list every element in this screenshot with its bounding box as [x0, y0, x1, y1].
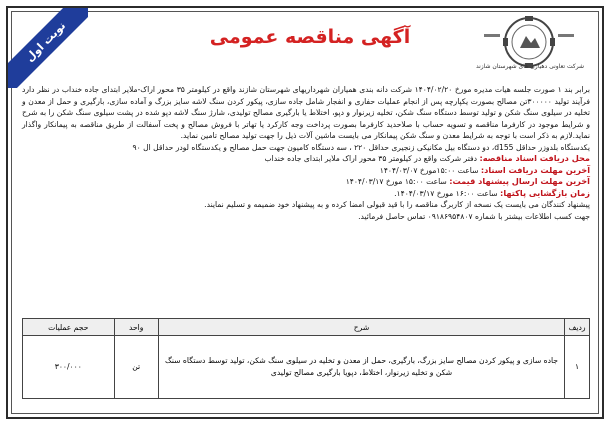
notice-body	[22, 84, 590, 222]
header-index: ردیف	[565, 319, 590, 336]
submission-note: پیشنهاد کنندگان می بایست یک نسخه از کاربرگ مناقصه را با قید قبولی امضا کرده و به پیشنهاد خود ضمیمه و تسلیم نمایند.	[204, 200, 590, 209]
opening-label: زمان بازگشایی پاکتها:	[500, 187, 590, 198]
notice-title: آگهی مناقصه عمومی	[209, 26, 411, 48]
tender-table	[22, 318, 590, 399]
row-index: ۱	[565, 336, 590, 399]
opening-line	[22, 188, 590, 200]
contact-line: جهت کسب اطلاعات بیشتر با شماره ۰۹۱۸۶۹۵۴۸۰۷ تماس حاصل فرمائید.	[358, 211, 590, 221]
header-description: شرح	[158, 319, 564, 336]
row-unit: تن	[114, 336, 158, 399]
row-description: جاده سازی و پیکور کردن مصالح سایز بزرگ، بارگیری، حمل از معدن و تخلیه در سیلوی سنگ شکن، تولید توسط دستگاه سنگ شکن و تخلیه زیرنوار، اختلاط، دپویا بارگیری مصالح تولیدی	[158, 336, 564, 399]
docs-place-label: محل دریافت اسناد مناقصه:	[479, 153, 590, 163]
logo-caption: شرکت تعاونی دهیاری های شهرستان شازند	[475, 63, 585, 70]
table-row	[23, 336, 590, 399]
corner-ribbon	[8, 8, 88, 88]
submit-deadline-label: آخرین مهلت ارسال پیشنهاد قیمت:	[449, 176, 590, 186]
docs-place-line	[22, 153, 590, 165]
docs-deadline-label: آخرین مهلت دریافت اسناد:	[480, 164, 590, 175]
table-header-row	[23, 319, 590, 336]
row-volume: ۳۰۰/۰۰۰	[23, 336, 115, 399]
opening-value: ساعت ۱۶:۰۰ مورخ ۱۴۰۴/۰۳/۱۷.	[394, 188, 498, 198]
docs-place-value: دفتر شرکت واقع در کیلومتر ۳۵ محور اراک ملایر ابتدای جاده خنداب	[264, 154, 478, 163]
submit-deadline-value: ساعت ۱۵:۰۰ مورخ ۱۴۰۴/۰۳/۱۷	[345, 177, 447, 186]
submit-deadline-line	[22, 176, 590, 188]
header-unit: واحد	[114, 319, 158, 336]
docs-deadline-value: ساعت ۱۵:۰۰مورخ ۱۴۰۴/۰۳/۰۷	[379, 165, 479, 175]
machinery-line: یکدستگاه بلدوزر حداقل d155، دو دستگاه بیل مکانیکی زنجیری حداقل ۲۲۰ ، سه دستگاه کامیون جهت حمل مصالح و یکدستگاه لودر حداقل ال ۹۰	[132, 142, 590, 152]
header-volume: حجم عملیات	[23, 319, 115, 336]
first-run-badge: نوبت اول	[8, 8, 88, 88]
docs-deadline-line	[22, 165, 590, 177]
main-paragraph: برابر بند ۱ صورت جلسه هیات مدیره مورخ ۱۴۰۴/۰۲/۲۰ شرکت دانه بندی همیاران شهرداریهای شهرستان شازند واقع در کیلومتر ۳۵ محور اراک-ملایر ابتدای جاده خنداب در نظر دارد فرآیند تولید ۳۰۰۰۰۰تن مصالح بصورت یکپارچه پس از انجام عملیات حفاری و انفجار شامل جاده سازی، پیکور کردن سنگ لاشه سایز بزرگ و آماده سازی، بارگیری و حمل از معدن و تخلیه در سیلوی سنگ شکن و تولید توسط دستگاه سنگ شکن، تخلیه زیرنوار و دپو، اختلاط یا بارگیری مصالح تولیدی، شارژ سنگ لاشه دپو شده در پشت سیلوی سنگ شکن را به شرح و شرایط موجود در کارفرما مناقصه و تسویه حساب با صلاحدید کارفرما بصورت پرداخت وجه کارکرد یا تهاتر با فروش مصالح و پخت آسفالت از طریق مناقصه به پیمانکار واگذار نماید.لازم به ذکر است با توجه به شرایط معدن و سنگ شکن پیمانکار می بایست ماشین آلات ذیل را جهت تولید مصالح تامین نماید.	[22, 85, 590, 140]
